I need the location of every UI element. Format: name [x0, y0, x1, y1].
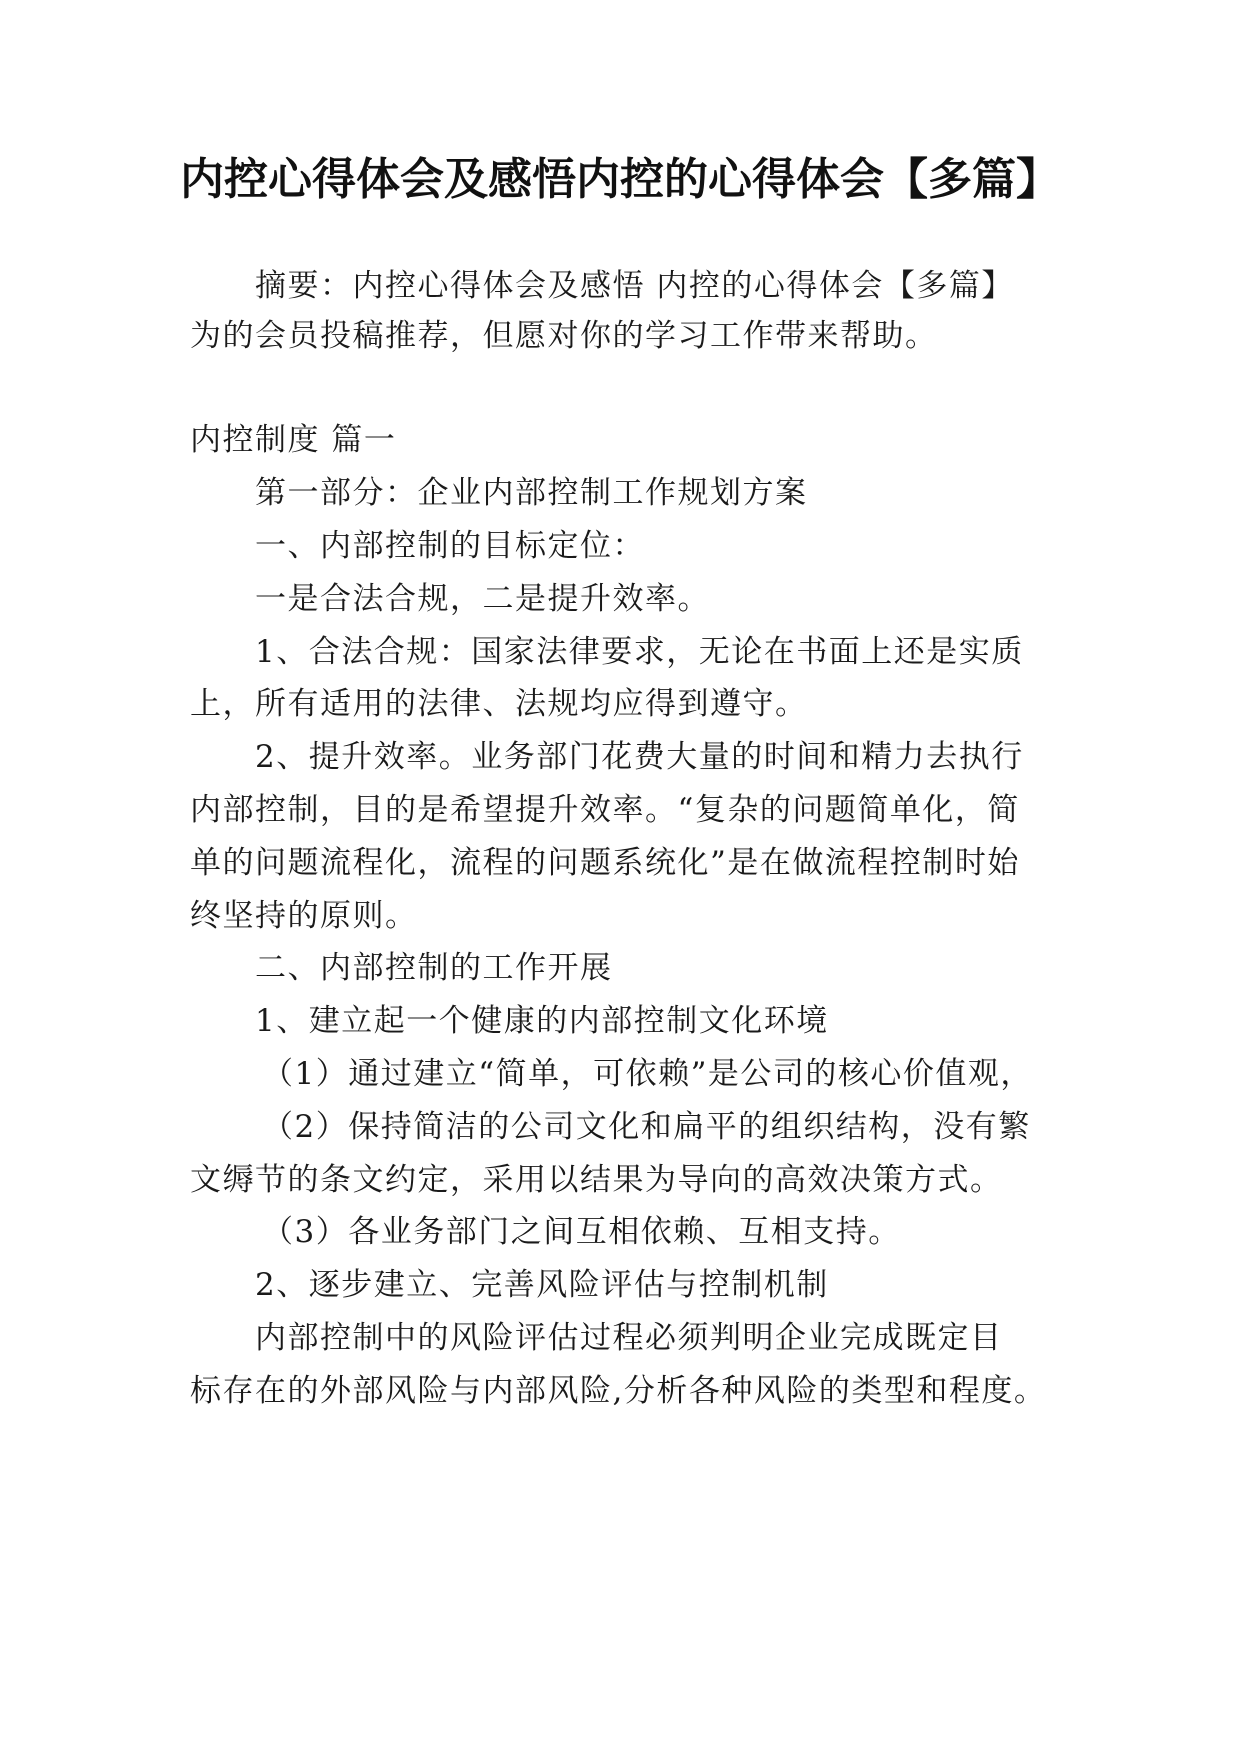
subheading-1: 一、内部控制的目标定位： [255, 528, 645, 564]
paragraph-line: 标存在的外部风险与内部风险,分析各种风险的类型和程度。 [190, 1373, 1047, 1409]
document-title: 内控心得体会及感悟内控的心得体会【多篇】 [180, 154, 1060, 205]
subheading-2: 二、内部控制的工作开展 [255, 950, 613, 986]
paragraph-line: 2、提升效率。业务部门花费大量的时间和精力去执行 [255, 739, 1024, 775]
abstract-line-2: 为的会员投稿推荐，但愿对你的学习工作带来帮助。 [190, 318, 938, 354]
paragraph-line: 2、逐步建立、完善风险评估与控制机制 [255, 1267, 829, 1303]
paragraph-line: 文缛节的条文约定，采用以结果为导向的高效决策方式。 [190, 1162, 1003, 1198]
abstract-line-1: 摘要：内控心得体会及感悟 内控的心得体会【多篇】 [255, 268, 1014, 304]
paragraph-line: （2）保持简洁的公司文化和扁平的组织结构，没有繁 [262, 1109, 1031, 1145]
paragraph-line: （3）各业务部门之间互相依赖、互相支持。 [262, 1214, 901, 1250]
paragraph-line: 单的问题流程化，流程的问题系统化”是在做流程控制时始 [190, 845, 1020, 881]
paragraph-line: 1、合法合规：国家法律要求，无论在书面上还是实质 [255, 634, 1024, 670]
section-heading: 内控制度 篇一 [190, 422, 397, 458]
paragraph-line: 上，所有适用的法律、法规均应得到遵守。 [190, 686, 808, 722]
paragraph-line: 终坚持的原则。 [190, 898, 418, 934]
paragraph-line: 内部控制，目的是希望提升效率。“复杂的问题简单化，简 [190, 792, 1020, 828]
paragraph-line: 内部控制中的风险评估过程必须判明企业完成既定目 [255, 1320, 1003, 1356]
paragraph-line: 一是合法合规，二是提升效率。 [255, 581, 710, 617]
paragraph-line: （1）通过建立“简单，可依赖”是公司的核心价值观， [262, 1056, 1033, 1092]
part-heading: 第一部分：企业内部控制工作规划方案 [255, 475, 808, 511]
paragraph-line: 1、建立起一个健康的内部控制文化环境 [255, 1003, 829, 1039]
